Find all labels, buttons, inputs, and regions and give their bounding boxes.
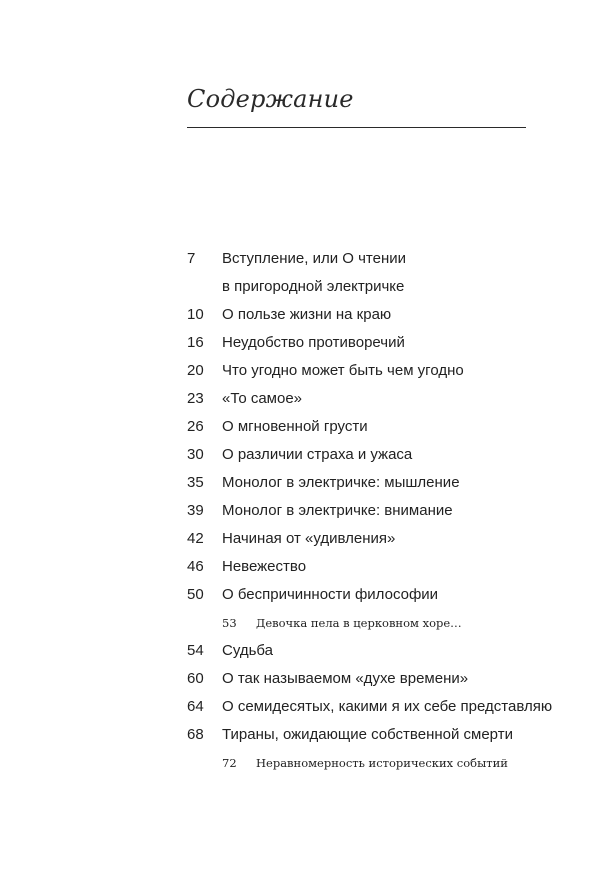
- toc-entry-title: Невежество: [222, 558, 307, 575]
- toc-page-number: 64: [187, 698, 204, 715]
- toc-entry: [0, 721, 610, 749]
- toc-entry: [0, 665, 610, 693]
- toc-entry-title: [222, 245, 406, 301]
- toc-subentry: [0, 749, 610, 777]
- toc-page-number: 54: [187, 642, 204, 659]
- toc-page-number: 26: [187, 418, 204, 435]
- toc-page-number: 35: [187, 474, 204, 491]
- toc-entry: [0, 413, 610, 441]
- toc-page-number: 42: [187, 530, 204, 547]
- toc-page-number: 46: [187, 558, 204, 575]
- toc-entry-title: Неравномерность исторических событий: [256, 756, 508, 770]
- toc-entry: [0, 301, 610, 329]
- toc-entry-title: Тираны, ожидающие собственной смерти: [222, 726, 513, 743]
- toc-subentry: [0, 609, 610, 637]
- toc-entry: [0, 525, 610, 553]
- toc-page-number: 30: [187, 446, 204, 463]
- toc-page-number: 23: [187, 390, 204, 407]
- toc-entry: [0, 469, 610, 497]
- toc-entry: [0, 385, 610, 413]
- toc-entry: [0, 497, 610, 525]
- heading-rule: [187, 127, 526, 128]
- toc-page-number: 10: [187, 306, 204, 323]
- toc-entry-title: Что угодно может быть чем угодно: [222, 362, 464, 379]
- toc-entry: [0, 357, 610, 385]
- toc-entry-title: Девочка пела в церковном хоре…: [256, 616, 462, 630]
- toc-entry-title: О различии страха и ужаса: [222, 446, 413, 463]
- toc-page-number: 53: [222, 616, 237, 630]
- toc-entry: [0, 329, 610, 357]
- table-of-contents: [0, 245, 610, 777]
- toc-entry-title: Монолог в электричке: мышление: [222, 474, 460, 491]
- toc-entry-title: Неудобство противоречий: [222, 334, 405, 351]
- toc-page-number: 39: [187, 502, 204, 519]
- toc-entry: [0, 637, 610, 665]
- toc-page-number: 20: [187, 362, 204, 379]
- toc-entry-title-line: Вступление, или О чтении: [222, 250, 407, 267]
- toc-entry-title: О пользе жизни на краю: [222, 306, 392, 323]
- toc-entry-title: О мгновенной грусти: [222, 418, 368, 435]
- toc-entry-title: О беспричинности философии: [222, 586, 439, 603]
- toc-entry: [0, 553, 610, 581]
- toc-entry: [0, 581, 610, 609]
- toc-page-number: 50: [187, 586, 204, 603]
- contents-heading: Содержание: [187, 85, 354, 113]
- toc-page-number: 7: [187, 250, 196, 267]
- toc-entry: [0, 693, 610, 721]
- toc-page-number: 72: [222, 756, 237, 770]
- toc-entry: [0, 441, 610, 469]
- toc-entry-title: Монолог в электричке: внимание: [222, 502, 453, 519]
- toc-entry-title: О семидесятых, какими я их себе представляю: [222, 698, 553, 715]
- toc-page-number: 68: [187, 726, 204, 743]
- toc-entry-title: Судьба: [222, 642, 273, 659]
- toc-entry-title: Начиная от «удивления»: [222, 530, 396, 547]
- toc-entry-title: «То самое»: [222, 390, 303, 407]
- toc-page-number: 60: [187, 670, 204, 687]
- toc-entry-title-line: в пригородной электричке: [222, 278, 405, 295]
- toc-entry: [0, 245, 610, 301]
- toc-page-number: 16: [187, 334, 204, 351]
- toc-entry-title: О так называемом «духе времени»: [222, 670, 469, 687]
